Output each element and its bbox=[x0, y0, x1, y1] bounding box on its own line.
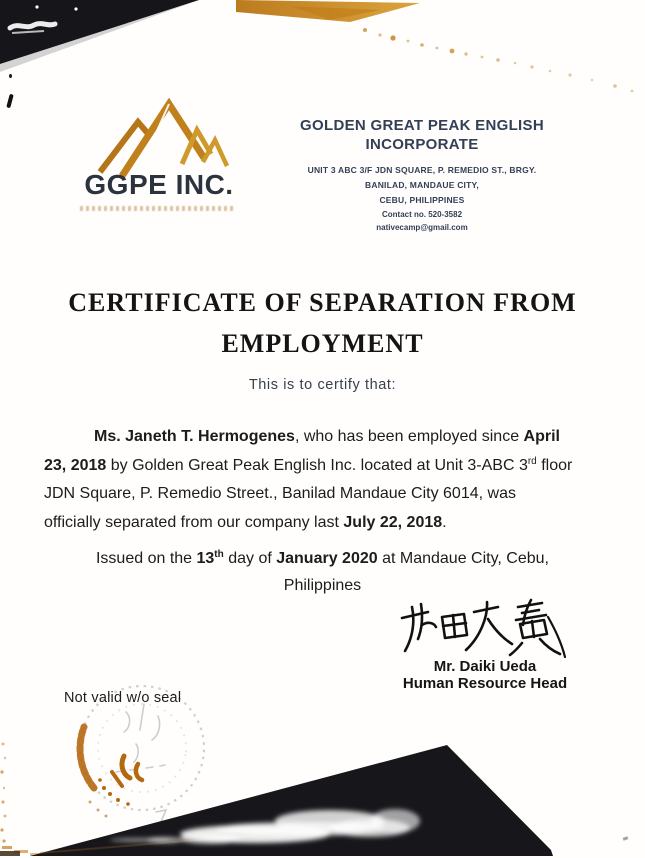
address-line2: BANILAD, MANDAUE CITY, bbox=[365, 180, 479, 190]
text-segment: JDN Square, P. Remedio Street., Banilad Mandaue City 6014, was bbox=[44, 485, 516, 502]
text-segment: rd bbox=[527, 455, 537, 467]
paragraph-line bbox=[44, 480, 600, 509]
text-segment: Philippines bbox=[283, 577, 362, 594]
text-segment: officially separated from our company last bbox=[44, 513, 344, 531]
contact-number: Contact no. 520-3582 bbox=[381, 210, 463, 219]
company-name-line2: INCORPORATE bbox=[365, 136, 479, 153]
body-paragraph bbox=[44, 423, 600, 537]
text-segment: floor bbox=[536, 456, 573, 474]
scan-artifact-top-left-wedge-icon bbox=[0, 0, 210, 75]
email-address: nativecamp@gmail.com bbox=[376, 223, 468, 232]
logo-company-abbr: GGPE INC. bbox=[84, 169, 234, 200]
scan-artifact-gold-streak-icon bbox=[230, 0, 645, 100]
text-segment: th bbox=[214, 549, 224, 560]
text-segment: July 22, 2018 bbox=[343, 513, 443, 531]
signatory-name: Mr. Daiki Ueda bbox=[433, 658, 537, 675]
paragraph-line bbox=[44, 452, 600, 481]
text-segment: day of bbox=[223, 550, 277, 567]
certify-line: This is to certify that: bbox=[248, 377, 397, 393]
scan-speck-icon bbox=[9, 74, 12, 78]
text-segment: . bbox=[442, 513, 447, 531]
text-segment: April bbox=[523, 428, 560, 445]
company-name-line1: GOLDEN GREAT PEAK ENGLISH bbox=[300, 117, 544, 134]
signatory-title: Human Resource Head bbox=[402, 674, 568, 692]
text-segment: January 2020 bbox=[276, 550, 378, 567]
letterhead bbox=[253, 116, 591, 234]
issued-statement bbox=[40, 545, 605, 599]
address-line1: UNIT 3 ABC 3/F JDN SQUARE, P. REMEDIO ST., BRGY. bbox=[307, 165, 537, 175]
text-segment: Issued on the bbox=[95, 550, 197, 567]
paragraph-line bbox=[44, 509, 600, 538]
mountain-logo-icon bbox=[86, 96, 251, 180]
text-segment: at Mandaue City, Cebu, bbox=[377, 550, 549, 567]
text-segment: 13 bbox=[196, 550, 215, 567]
scan-artifact-bottom-wedge-icon bbox=[0, 736, 645, 858]
signatory-block bbox=[392, 659, 578, 692]
text-segment: Ms. Janeth T. Hermogenes bbox=[94, 428, 295, 445]
document-title bbox=[0, 282, 645, 364]
issued-line bbox=[40, 572, 605, 599]
seal-validity-note: Not valid w/o seal bbox=[64, 690, 182, 706]
text-segment: by Golden Great Peak English Inc. located at Unit 3-ABC 3 bbox=[106, 456, 528, 474]
scan-speck-icon bbox=[6, 94, 13, 109]
logo-tagline-illegible bbox=[80, 206, 236, 211]
issued-line bbox=[40, 545, 605, 572]
paragraph-line bbox=[44, 423, 600, 452]
title-line1: CERTIFICATE OF SEPARATION FROM bbox=[68, 288, 577, 317]
title-line2: EMPLOYMENT bbox=[221, 329, 424, 358]
text-segment: , who has been employed since bbox=[294, 428, 524, 445]
text-segment: 23, 2018 bbox=[44, 456, 107, 474]
address-line3: CEBU, PHILIPPINES bbox=[379, 195, 465, 205]
signature-kanji-icon bbox=[398, 597, 566, 661]
